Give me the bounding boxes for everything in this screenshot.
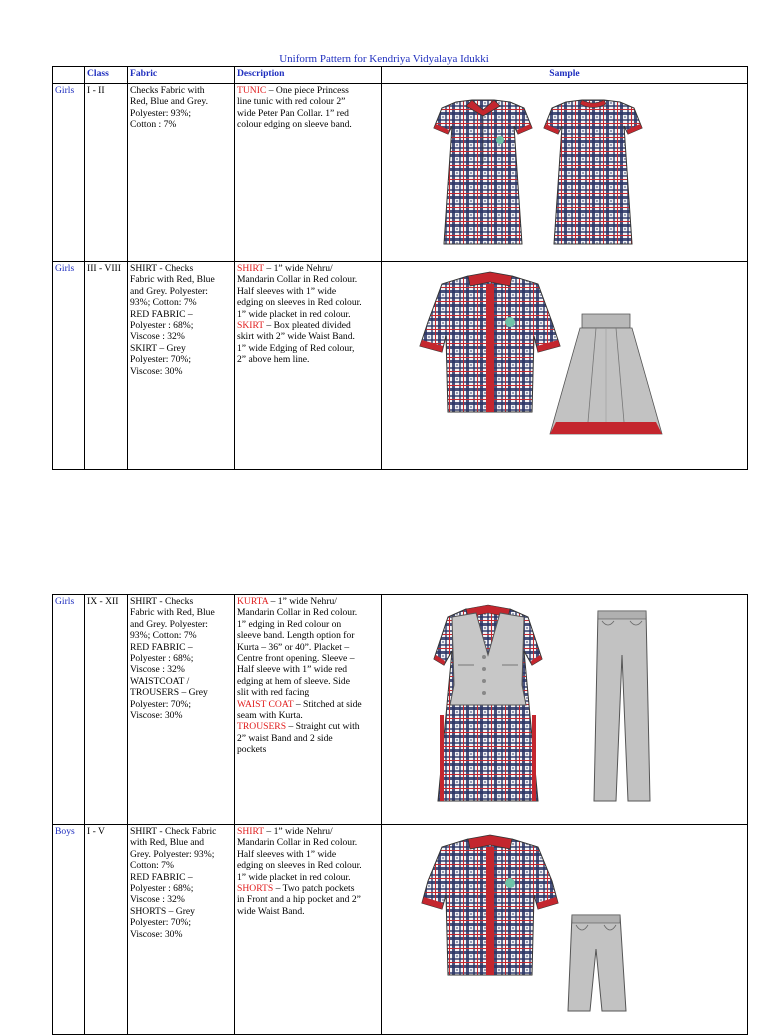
shirt-skirt-illustration (382, 262, 748, 468)
fabric-cell: SHIRT - Checks Fabric with Red, Blue and Grey. Polyester: 93%; Cotton: 7% RED FABRIC – Polyester : 68%; Viscose : 32% WAISTCOAT / TROUSERS – Grey Polyester: 70%; Viscose: 30% (128, 595, 235, 825)
tunic-illustration (382, 84, 748, 260)
gender-cell: Girls (53, 84, 85, 262)
garment-key: SHIRT (237, 826, 264, 837)
header-row (53, 67, 748, 84)
uniform-table-2 (52, 594, 748, 1035)
class-cell: III - VIII (85, 262, 128, 470)
garment-key: TUNIC (237, 85, 267, 96)
garment-key: SKIRT (237, 320, 264, 332)
garment-key: SHIRT (237, 263, 264, 274)
class-cell: I - V (85, 825, 128, 1035)
header-blank (53, 67, 85, 84)
garment-key: KURTA (237, 596, 269, 607)
table-row (53, 825, 748, 1035)
tunic-back-image (544, 100, 642, 244)
fabric-cell: Checks Fabric with Red, Blue and Grey. Polyester: 93%; Cotton : 7% (128, 84, 235, 262)
class-cell: IX - XII (85, 595, 128, 825)
shirt-image (422, 835, 558, 975)
gender-cell: Girls (53, 262, 85, 470)
shirt-image (420, 272, 560, 412)
table-row (53, 262, 748, 470)
header-description: Description (235, 67, 382, 84)
skirt-image (550, 314, 662, 434)
class-cell: I - II (85, 84, 128, 262)
fabric-cell: SHIRT - Check Fabric with Red, Blue and Grey. Polyester: 93%; Cotton: 7% RED FABRIC – Polyester : 68%; Viscose : 32% SHORTS – Grey Polyester: 70%; Viscose: 30% (128, 825, 235, 1035)
table-row (53, 595, 748, 825)
sample-cell (382, 262, 748, 470)
garment-key: SHORTS (237, 883, 274, 895)
description-cell: SHIRT – 1” wide Nehru/ Mandarin Collar in Red colour. Half sleeves with 1” wide edging on sleeves in Red colour. 1” wide placket in red colour. SHORTS – Two patch pockets in Front and a hip pocket and 2” wide Waist Band. (235, 825, 382, 1035)
sample-cell (382, 84, 748, 262)
shorts-image (568, 915, 626, 1011)
description-cell: TUNIC – One piece Princess line tunic with red colour 2” wide Peter Pan Collar. 1” red colour edging on sleeve band. (235, 84, 382, 262)
description-cell: KURTA – 1” wide Nehru/ Mandarin Collar in Red colour. 1” edging in Red colour on sleeve band. Length option for Kurta – 36” or 40”. Placket – Centre front opening. Sleeve – Half sleeve with 1” wide red edging at hem of sleeve. Side slit with red facing WAIST COAT – Stitched at side seam with Kurta. TROUSERS – Straight cut with 2” waist Band and 2 side pockets (235, 595, 382, 825)
gender-cell: Boys (53, 825, 85, 1035)
garment-key: WAIST COAT (237, 698, 294, 710)
header-class: Class (85, 67, 128, 84)
gender-cell: Girls (53, 595, 85, 825)
garment-key: TROUSERS (237, 721, 287, 733)
shirt-shorts-illustration (382, 825, 748, 1025)
sample-cell (382, 595, 748, 825)
sample-cell (382, 825, 748, 1035)
tunic-front-image (434, 100, 532, 244)
fabric-cell: SHIRT - Checks Fabric with Red, Blue and Grey. Polyester: 93%; Cotton: 7% RED FABRIC – Polyester : 68%; Viscose : 32% SKIRT – Grey Polyester: 70%; Viscose: 30% (128, 262, 235, 470)
header-fabric: Fabric (128, 67, 235, 84)
description-cell: SHIRT – 1” wide Nehru/ Mandarin Collar in Red colour. Half sleeves with 1” wide edging on sleeves in Red colour. 1” wide placket in red colour. SKIRT – Box pleated divided skirt with 2” wide Waist Band. 1” wide Edging of Red colour, 2” above hem line. (235, 262, 382, 470)
table-row (53, 84, 748, 262)
header-sample: Sample (382, 67, 748, 84)
kurta-waistcoat-trousers-illustration (382, 595, 748, 823)
page-title: Uniform Pattern for Kendriya Vidyalaya Idukki (279, 53, 489, 65)
trousers-image (594, 611, 650, 801)
uniform-table-1 (52, 66, 748, 470)
